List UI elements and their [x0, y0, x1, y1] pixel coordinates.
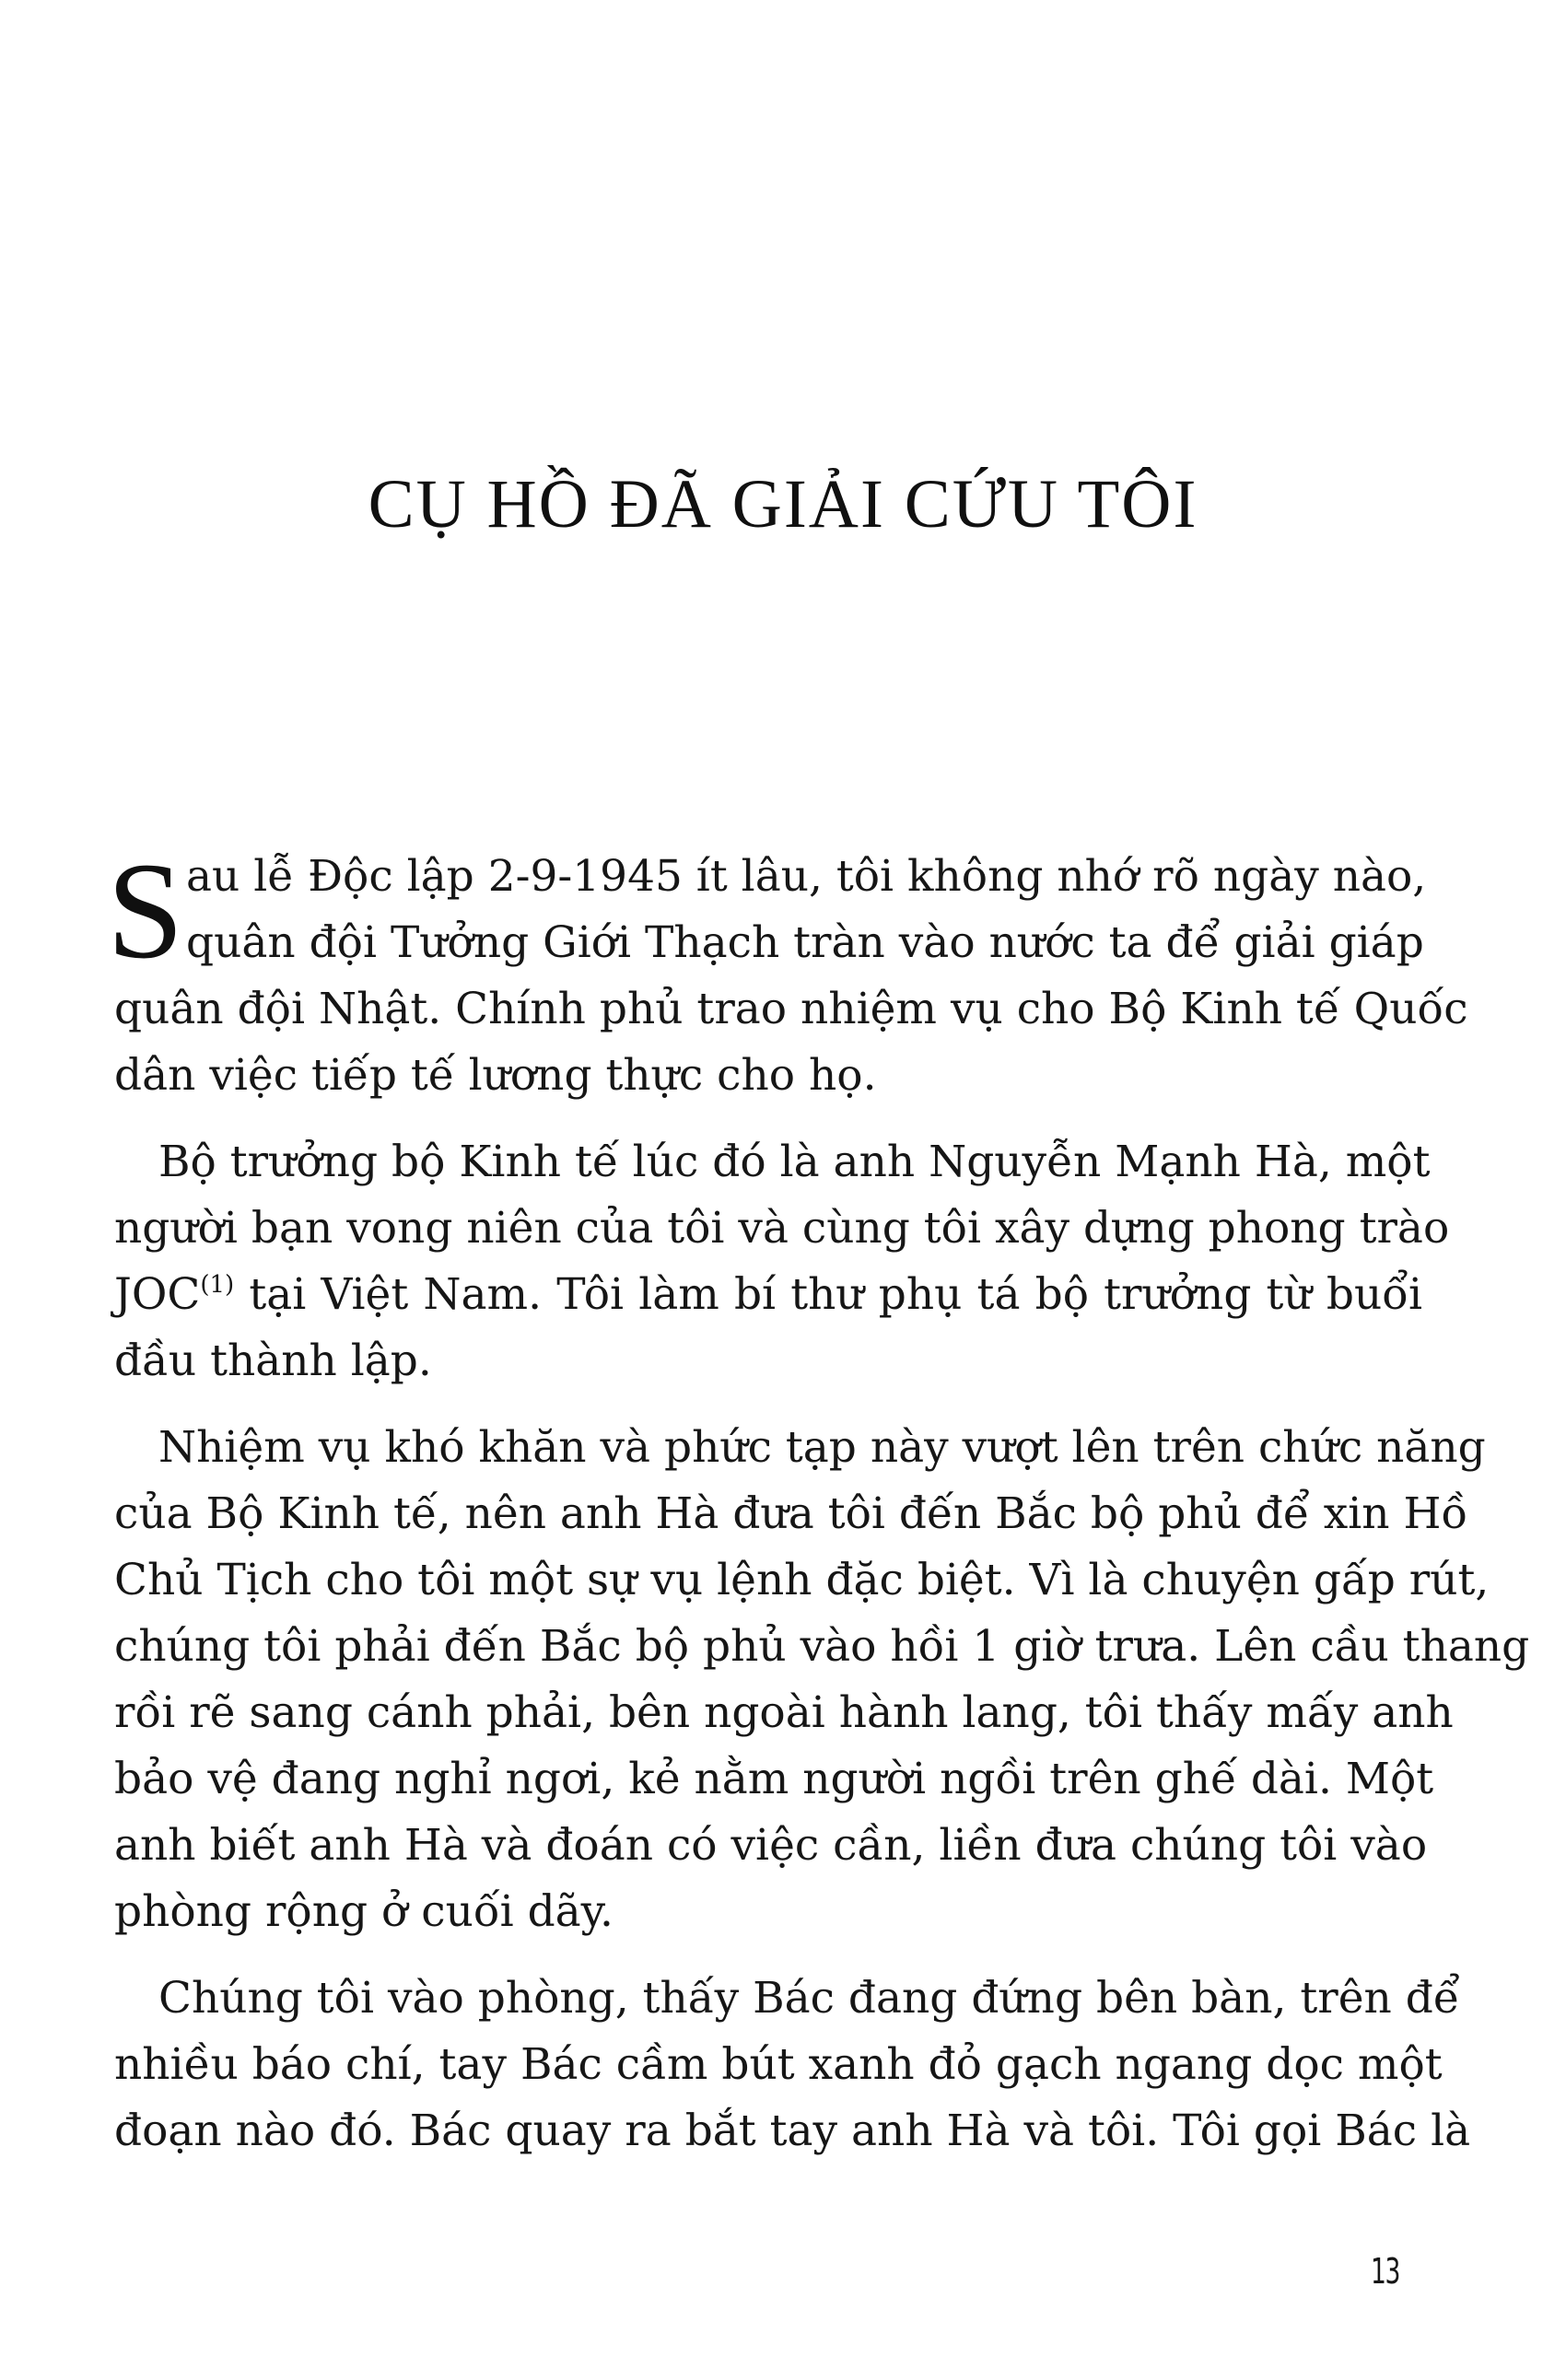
text-line: nhiều báo chí, tay Bác cầm bút xanh đỏ gạch ngang dọc một — [114, 2039, 1443, 2090]
text-line: đầu thành lập. — [114, 1336, 432, 1386]
text-line: Nhiệm vụ khó khăn và phức tạp này vượt lên trên chức năng — [158, 1422, 1486, 1473]
text-line: bảo vệ đang nghỉ ngơi, kẻ nằm người ngồi trên ghế dài. Một — [114, 1754, 1434, 1804]
page-number: 13 — [1371, 2251, 1400, 2292]
paragraph-2 — [114, 1129, 1450, 1394]
text-line: quân đội Tưởng Giới Thạch tràn vào nước ta để giải giáp — [186, 917, 1424, 968]
text-line: Bộ trưởng bộ Kinh tế lúc đó là anh Nguyễn Mạnh Hà, một — [158, 1137, 1431, 1187]
text-line: quân đội Nhật. Chính phủ trao nhiệm vụ cho Bộ Kinh tế Quốc — [114, 984, 1468, 1034]
chapter-title: CỤ HỒ ĐÃ GIẢI CỨU TÔI — [368, 466, 1198, 542]
text-line — [114, 1262, 1422, 1328]
text-line: người bạn vong niên của tôi và cùng tôi xây dựng phong trào — [114, 1203, 1450, 1254]
drop-cap: S — [107, 834, 184, 987]
text-line: Chủ Tịch cho tôi một sự vụ lệnh đặc biệt. Vì là chuyện gấp rút, — [114, 1555, 1490, 1605]
text-line: của Bộ Kinh tế, nên anh Hà đưa tôi đến Bắc bộ phủ để xin Hồ — [114, 1488, 1468, 1539]
paragraph-3 — [114, 1415, 1530, 1945]
text-segment: tại Việt Nam. Tôi làm bí thư phụ tá bộ trưởng từ buổi — [234, 1269, 1422, 1320]
text-line: au lễ Độc lập 2-9-1945 ít lâu, tôi không nhớ rõ ngày nào, — [186, 851, 1427, 902]
paragraph-1 — [107, 834, 1468, 1109]
text-line: dân việc tiếp tế lương thực cho họ. — [114, 1050, 877, 1101]
text-line: rồi rẽ sang cánh phải, bên ngoài hành lang, tôi thấy mấy anh — [114, 1687, 1454, 1738]
text-line: đoạn nào đó. Bác quay ra bắt tay anh Hà và tôi. Tôi gọi Bác là — [114, 2106, 1471, 2156]
acronym-joc: JOC — [114, 1269, 201, 1320]
footnote-marker: (1) — [200, 1271, 235, 1299]
body-text — [107, 834, 1530, 2164]
text-line: chúng tôi phải đến Bắc bộ phủ vào hồi 1 giờ trưa. Lên cầu thang — [114, 1621, 1530, 1672]
text-line: anh biết anh Hà và đoán có việc cần, liền đưa chúng tôi vào — [114, 1820, 1428, 1871]
paragraph-4 — [114, 1966, 1471, 2164]
text-line: phòng rộng ở cuối dãy. — [114, 1886, 614, 1937]
text-line: Chúng tôi vào phòng, thấy Bác đang đứng bên bàn, trên để — [158, 1973, 1460, 2024]
